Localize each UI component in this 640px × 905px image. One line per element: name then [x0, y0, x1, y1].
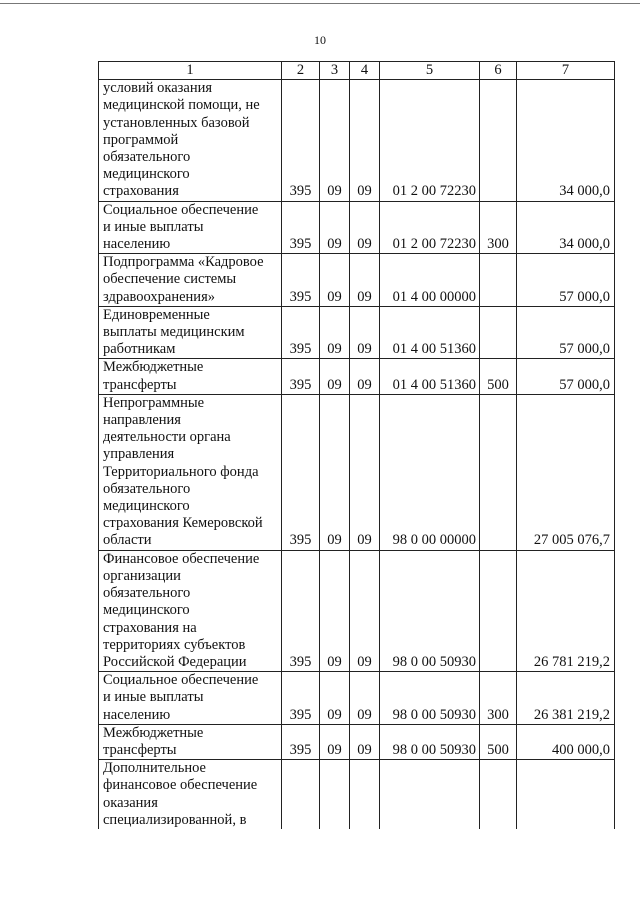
row-name-line: программой — [103, 131, 179, 148]
subsection-cell: 09 — [350, 394, 380, 550]
row-name-line: Межбюджетные — [103, 724, 204, 741]
subsection-cell: 09 — [350, 359, 380, 394]
row-name-line: Подпрограмма «Кадровое — [103, 254, 264, 271]
admin-code-cell — [282, 760, 320, 829]
row-name-cell — [99, 550, 282, 671]
row-name-line: направления — [103, 412, 181, 429]
expense-type-cell: 300 — [480, 672, 517, 725]
table-row — [99, 550, 615, 671]
section-cell: 09 — [320, 254, 350, 307]
row-name-line: страхования на — [103, 619, 197, 636]
row-name-line: Социальное обеспечение — [103, 201, 259, 218]
amount-cell: 57 000,0 — [517, 306, 615, 359]
amount-cell — [517, 760, 615, 829]
target-article-cell: 98 0 00 50930 — [380, 724, 480, 759]
row-name-cell — [99, 359, 282, 394]
row-name-cell — [99, 724, 282, 759]
amount-cell: 57 000,0 — [517, 254, 615, 307]
admin-code-cell: 395 — [282, 550, 320, 671]
expense-type-cell — [480, 306, 517, 359]
expense-type-cell — [480, 254, 517, 307]
header-col-4: 4 — [350, 62, 380, 80]
amount-cell: 26 381 219,2 — [517, 672, 615, 725]
row-name-line: медицинского — [103, 498, 190, 515]
section-cell — [320, 760, 350, 829]
admin-code-cell: 395 — [282, 201, 320, 254]
amount-cell: 57 000,0 — [517, 359, 615, 394]
header-col-3: 3 — [320, 62, 350, 80]
row-name-line: оказания — [103, 794, 158, 811]
row-name-line: и иные выплаты — [103, 218, 204, 235]
section-cell: 09 — [320, 359, 350, 394]
row-name-line: населению — [103, 236, 171, 253]
row-name-line: Единовременные — [103, 306, 210, 323]
row-name-line: Дополнительное — [103, 760, 206, 777]
subsection-cell: 09 — [350, 672, 380, 725]
table-row — [99, 760, 615, 829]
row-name-line: установленных базовой — [103, 114, 250, 131]
row-name-line: и иные выплаты — [103, 689, 204, 706]
target-article-cell: 98 0 00 50930 — [380, 672, 480, 725]
target-article-cell: 01 4 00 51360 — [380, 359, 480, 394]
row-name-line: деятельности органа — [103, 429, 231, 446]
section-cell: 09 — [320, 306, 350, 359]
target-article-cell: 01 4 00 00000 — [380, 254, 480, 307]
admin-code-cell: 395 — [282, 394, 320, 550]
row-name-line: страхования — [103, 183, 179, 200]
target-article-cell — [380, 760, 480, 829]
row-name-line: страхования Кемеровской — [103, 515, 263, 532]
target-article-cell: 01 4 00 51360 — [380, 306, 480, 359]
row-name-line: медицинского — [103, 166, 190, 183]
amount-cell: 26 781 219,2 — [517, 550, 615, 671]
admin-code-cell: 395 — [282, 359, 320, 394]
table-row — [99, 80, 615, 201]
header-col-5: 5 — [380, 62, 480, 80]
row-name-line: Непрограммные — [103, 394, 205, 411]
row-name-cell — [99, 672, 282, 725]
row-name-line: трансферты — [103, 741, 177, 758]
row-name-line: обязательного — [103, 149, 191, 166]
table-row — [99, 201, 615, 254]
section-cell: 09 — [320, 672, 350, 725]
admin-code-cell: 395 — [282, 254, 320, 307]
budget-table — [98, 61, 615, 829]
amount-cell: 34 000,0 — [517, 80, 615, 201]
section-cell: 09 — [320, 80, 350, 201]
subsection-cell: 09 — [350, 306, 380, 359]
expense-type-cell — [480, 550, 517, 671]
scan-top-border — [0, 3, 640, 4]
header-col-1: 1 — [99, 62, 282, 80]
amount-cell: 27 005 076,7 — [517, 394, 615, 550]
table-row — [99, 359, 615, 394]
expense-type-cell: 500 — [480, 724, 517, 759]
row-name-cell — [99, 201, 282, 254]
table-row — [99, 394, 615, 550]
row-name-cell — [99, 80, 282, 201]
header-col-7: 7 — [517, 62, 615, 80]
expense-type-cell — [480, 80, 517, 201]
table-row — [99, 306, 615, 359]
expense-type-cell: 500 — [480, 359, 517, 394]
row-name-cell — [99, 394, 282, 550]
subsection-cell: 09 — [350, 201, 380, 254]
subsection-cell: 09 — [350, 254, 380, 307]
page-number: 10 — [314, 33, 326, 47]
amount-cell: 34 000,0 — [517, 201, 615, 254]
admin-code-cell: 395 — [282, 724, 320, 759]
admin-code-cell: 395 — [282, 306, 320, 359]
row-name-line: управления — [103, 446, 175, 463]
row-name-line: медицинской помощи, не — [103, 97, 260, 114]
row-name-line: Межбюджетные — [103, 359, 204, 376]
row-name-line: специализированной, в — [103, 811, 247, 828]
section-cell: 09 — [320, 394, 350, 550]
row-name-line: Территориального фонда — [103, 463, 259, 480]
table-header-row — [99, 62, 615, 80]
target-article-cell: 01 2 00 72230 — [380, 201, 480, 254]
target-article-cell: 98 0 00 00000 — [380, 394, 480, 550]
row-name-line: трансферты — [103, 376, 177, 393]
expense-type-cell — [480, 760, 517, 829]
admin-code-cell: 395 — [282, 672, 320, 725]
row-name-line: работникам — [103, 341, 176, 358]
subsection-cell: 09 — [350, 550, 380, 671]
row-name-cell — [99, 306, 282, 359]
expense-type-cell: 300 — [480, 201, 517, 254]
row-name-line: обеспечение системы — [103, 271, 237, 288]
row-name-line: финансовое обеспечение — [103, 777, 258, 794]
row-name-line: Российской Федерации — [103, 653, 247, 670]
row-name-line: Социальное обеспечение — [103, 672, 259, 689]
row-name-line: обязательного — [103, 585, 191, 602]
subsection-cell: 09 — [350, 80, 380, 201]
header-col-2: 2 — [282, 62, 320, 80]
expense-type-cell — [480, 394, 517, 550]
row-name-line: территориях субъектов — [103, 636, 246, 653]
row-name-line: населению — [103, 706, 171, 723]
table-row — [99, 672, 615, 725]
row-name-line: организации — [103, 567, 181, 584]
target-article-cell: 01 2 00 72230 — [380, 80, 480, 201]
section-cell: 09 — [320, 724, 350, 759]
admin-code-cell: 395 — [282, 80, 320, 201]
row-name-line: медицинского — [103, 602, 190, 619]
row-name-line: обязательного — [103, 480, 191, 497]
amount-cell: 400 000,0 — [517, 724, 615, 759]
row-name-line: выплаты медицинским — [103, 324, 245, 341]
table-row — [99, 254, 615, 307]
section-cell: 09 — [320, 550, 350, 671]
header-col-6: 6 — [480, 62, 517, 80]
row-name-line: условий оказания — [103, 80, 213, 97]
row-name-cell — [99, 760, 282, 829]
row-name-cell — [99, 254, 282, 307]
row-name-line: здравоохранения» — [103, 288, 215, 305]
target-article-cell: 98 0 00 50930 — [380, 550, 480, 671]
table-row — [99, 724, 615, 759]
subsection-cell: 09 — [350, 724, 380, 759]
subsection-cell — [350, 760, 380, 829]
row-name-line: области — [103, 532, 152, 549]
section-cell: 09 — [320, 201, 350, 254]
row-name-line: Финансовое обеспечение — [103, 550, 260, 567]
